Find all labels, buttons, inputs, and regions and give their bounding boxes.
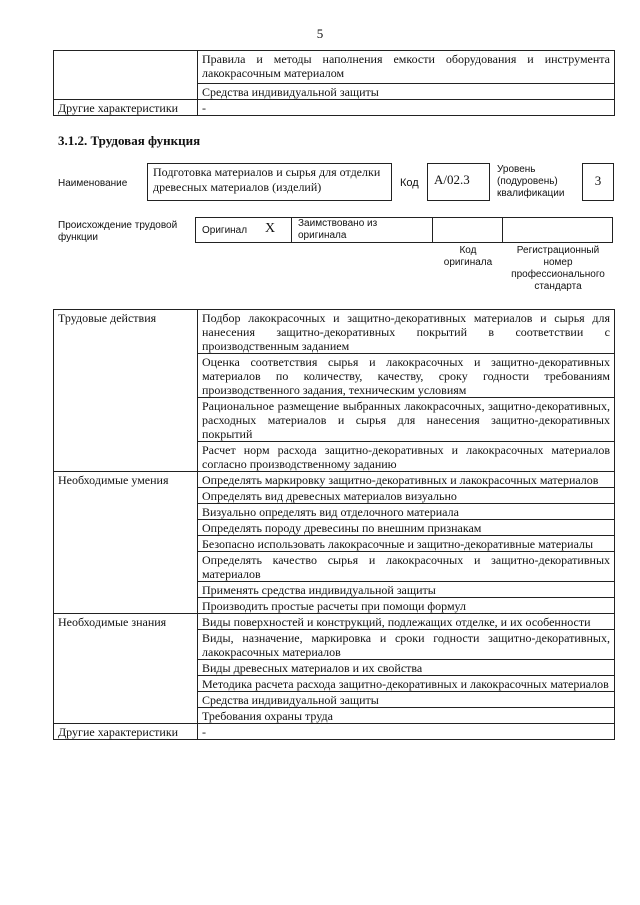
- divider: [291, 217, 292, 242]
- divider: [502, 217, 503, 242]
- section-label-cell: Другие характеристики: [54, 724, 198, 740]
- item-cell: Виды, назначение, маркировка и сроки годности защитно-декоративных, лакокрасочных материалов: [198, 630, 615, 660]
- section-label-cell: Необходимые умения: [54, 472, 198, 614]
- item-cell: Виды поверхностей и конструкций, подлежащих отделке, и их особенности: [198, 614, 615, 630]
- name-label: Наименование: [58, 178, 128, 189]
- code-label: Код: [400, 177, 419, 189]
- item-cell: Применять средства индивидуальной защиты: [198, 582, 615, 598]
- table-row: [54, 614, 615, 630]
- item-cell: Методика расчета расхода защитно-декоративных и лакокрасочных материалов: [198, 676, 615, 692]
- top-table-label-cell: [54, 51, 198, 100]
- reg-number-caption: Регистрационный номер профессионального стандарта: [511, 245, 605, 292]
- table-row: [54, 100, 615, 116]
- item-cell: Оценка соответствия сырья и лакокрасочных и защитно-декоративных материалов по количеству, качеству, сроку годности требованиям производственного задания, техническим условиям: [198, 354, 615, 398]
- item-cell: Расчет норм расхода защитно-декоративных и лакокрасочных материалов согласно производственному заданию: [198, 442, 615, 472]
- section-label-cell: Необходимые знания: [54, 614, 198, 724]
- table-row: [54, 51, 615, 84]
- top-table-label-cell: Другие характеристики: [54, 100, 198, 116]
- item-cell: Безопасно использовать лакокрасочные и защитно-декоративные материалы: [198, 536, 615, 552]
- level-label: Уровень (подуровень) квалификации: [497, 164, 565, 199]
- page-number: 5: [316, 26, 324, 41]
- top-table-value-cell: Средства индивидуальной защиты: [198, 84, 615, 100]
- code-original-caption: Код оригинала: [443, 245, 493, 268]
- item-cell: Определять породу древесины по внешним признакам: [198, 520, 615, 536]
- item-cell: Средства индивидуальной защиты: [198, 692, 615, 708]
- table-row: [54, 472, 615, 488]
- divider: [432, 217, 433, 242]
- top-table-value-cell: -: [198, 100, 615, 116]
- item-cell: Подбор лакокрасочных и защитно-декоративных материалов и сырья для нанесения защитно-декоративных покрытий в соответствии с производственным заданием: [198, 310, 615, 354]
- original-label: Оригинал: [202, 225, 248, 236]
- item-cell: Виды древесных материалов и их свойства: [198, 660, 615, 676]
- borrowed-label: Заимствовано из оригинала: [298, 218, 378, 241]
- item-cell: Рациональное размещение выбранных лакокрасочных, защитно-декоративных, расходных материалов и сырья для нанесения защитно-декоративных покрытий: [198, 398, 615, 442]
- divider: [195, 217, 196, 242]
- section-heading: 3.1.2. Трудовая функция: [58, 133, 201, 148]
- table-row: [54, 724, 615, 740]
- divider: [612, 217, 613, 242]
- origin-label: Происхождение трудовой функции: [58, 220, 178, 243]
- item-cell: Определять вид древесных материалов визуально: [198, 488, 615, 504]
- level-box: 3: [582, 163, 614, 201]
- code-box: A/02.3: [427, 163, 490, 201]
- item-cell: Определять качество сырья и лакокрасочных и защитно-декоративных материалов: [198, 552, 615, 582]
- item-cell: -: [198, 724, 615, 740]
- function-name-box: Подготовка материалов и сырья для отделки древесных материалов (изделий): [147, 163, 392, 201]
- item-cell: Производить простые расчеты при помощи формул: [198, 598, 615, 614]
- table-row: [54, 310, 615, 354]
- item-cell: Требования охраны труда: [198, 708, 615, 724]
- original-mark: X: [265, 221, 276, 236]
- item-cell: Визуально определять вид отделочного материала: [198, 504, 615, 520]
- main-table: [53, 309, 615, 740]
- item-cell: Определять маркировку защитно-декоративных и лакокрасочных материалов: [198, 472, 615, 488]
- top-table: [53, 50, 615, 116]
- top-table-value-cell: Правила и методы наполнения емкости оборудования и инструмента лакокрасочным материалом: [198, 51, 615, 84]
- section-label-cell: Трудовые действия: [54, 310, 198, 472]
